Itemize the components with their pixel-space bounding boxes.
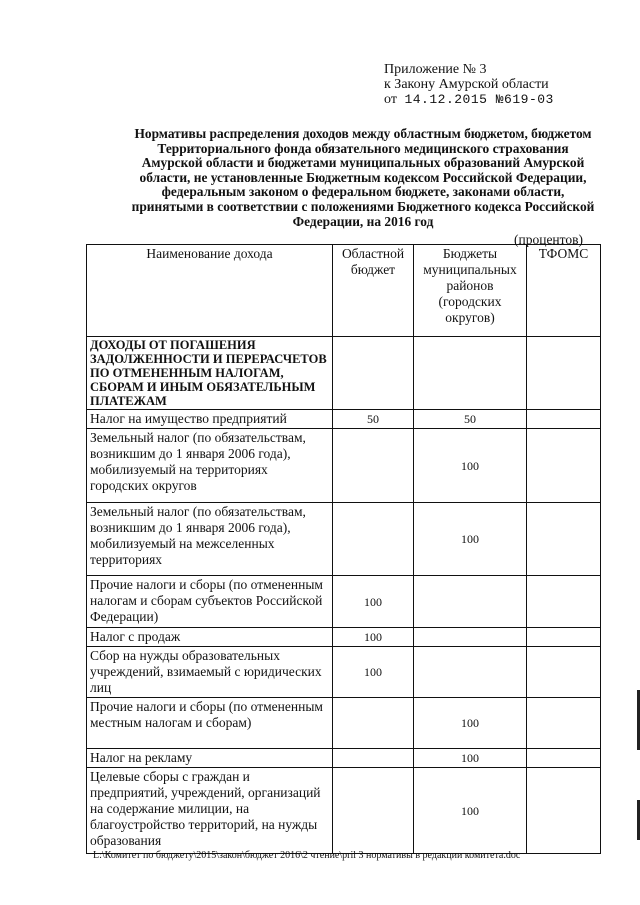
appendix-date-line — [384, 92, 554, 107]
table-row — [87, 647, 601, 698]
row-regional — [333, 337, 414, 410]
header-revenue-name: Наименование дохода — [87, 245, 333, 337]
appendix-block — [384, 62, 554, 107]
row-tfoms — [527, 768, 601, 854]
row-tfoms — [527, 429, 601, 503]
row-tfoms — [527, 749, 601, 768]
table-row — [87, 576, 601, 628]
row-name: Прочие налоги и сборы (по отмененным местным налогам и сборам) — [87, 698, 333, 749]
file-path-footer: L:\Комитет по бюджету\2015\закон\бюджет 2016\2 чтение\pril 3 нормативы в редакции комитета.doc — [93, 850, 521, 861]
row-tfoms — [527, 410, 601, 429]
row-regional — [333, 429, 414, 503]
row-name: Налог с продаж — [87, 628, 333, 647]
table-row — [87, 628, 601, 647]
row-name: Земельный налог (по обязательствам, возникшим до 1 января 2006 года), мобилизуемый на межселенных территориях — [87, 503, 333, 576]
table-row — [87, 410, 601, 429]
row-municipal — [414, 337, 527, 410]
appendix-date-value: 14.12.2015 №619-03 — [404, 92, 554, 107]
revenue-table — [86, 244, 601, 854]
row-name: Целевые сборы с граждан и предприятий, учреждений, организаций на содержание милиции, на благоустройство территорий, на нужды образования — [87, 768, 333, 854]
table-row — [87, 429, 601, 503]
row-tfoms — [527, 647, 601, 698]
table-row — [87, 698, 601, 749]
row-municipal: 100 — [414, 698, 527, 749]
row-municipal — [414, 647, 527, 698]
appendix-date-prefix: от — [384, 92, 397, 107]
row-municipal — [414, 628, 527, 647]
row-tfoms — [527, 576, 601, 628]
document-title: Нормативы распределения доходов между областным бюджетом, бюджетом Территориального фонда обязательного медицинского страхования Амурской области и бюджетами муниципальных образований Амурской области, не установленные Бюджетным кодексом Российской Федерации, федеральным законом о федеральном бюджете, законами области, принятыми в соответствии с положениями Бюджетного кодекса Российской Федерации, на 2016 год — [131, 126, 595, 229]
row-regional: 100 — [333, 576, 414, 628]
row-name: Сбор на нужды образовательных учреждений, взимаемый с юридических лиц — [87, 647, 333, 698]
table-row — [87, 337, 601, 410]
row-regional — [333, 503, 414, 576]
row-tfoms — [527, 698, 601, 749]
row-regional — [333, 768, 414, 854]
row-municipal: 50 — [414, 410, 527, 429]
table-row — [87, 749, 601, 768]
table-row — [87, 503, 601, 576]
row-municipal — [414, 576, 527, 628]
row-name: Прочие налоги и сборы (по отмененным налогам и сборам субъектов Российской Федерации) — [87, 576, 333, 628]
appendix-number: Приложение № 3 — [384, 62, 487, 77]
row-municipal: 100 — [414, 749, 527, 768]
row-municipal: 100 — [414, 429, 527, 503]
row-tfoms — [527, 628, 601, 647]
row-regional — [333, 749, 414, 768]
row-regional: 100 — [333, 628, 414, 647]
row-name: Налог на имущество предприятий — [87, 410, 333, 429]
row-municipal: 100 — [414, 768, 527, 854]
row-regional: 50 — [333, 410, 414, 429]
appendix-law: к Закону Амурской области — [384, 77, 549, 92]
row-name: Земельный налог (по обязательствам, возникшим до 1 января 2006 года), мобилизуемый на территориях городских округов — [87, 429, 333, 503]
row-tfoms — [527, 337, 601, 410]
row-tfoms — [527, 503, 601, 576]
header-municipal-budgets: Бюджеты муниципальных районов (городских округов) — [414, 245, 527, 337]
row-municipal: 100 — [414, 503, 527, 576]
row-regional: 100 — [333, 647, 414, 698]
row-name: Налог на рекламу — [87, 749, 333, 768]
table-row — [87, 768, 601, 854]
unit-label: (процентов) — [514, 232, 584, 247]
header-regional-budget: Областной бюджет — [333, 245, 414, 337]
header-tfoms: ТФОМС — [527, 245, 601, 337]
row-name: ДОХОДЫ ОТ ПОГАШЕНИЯ ЗАДОЛЖЕННОСТИ И ПЕРЕРАСЧЕТОВ ПО ОТМЕНЕННЫМ НАЛОГАМ, СБОРАМ И ИНЫМ ОБЯЗАТЕЛЬНЫМ ПЛАТЕЖАМ — [87, 337, 333, 410]
table-header-row — [87, 245, 601, 337]
row-regional — [333, 698, 414, 749]
